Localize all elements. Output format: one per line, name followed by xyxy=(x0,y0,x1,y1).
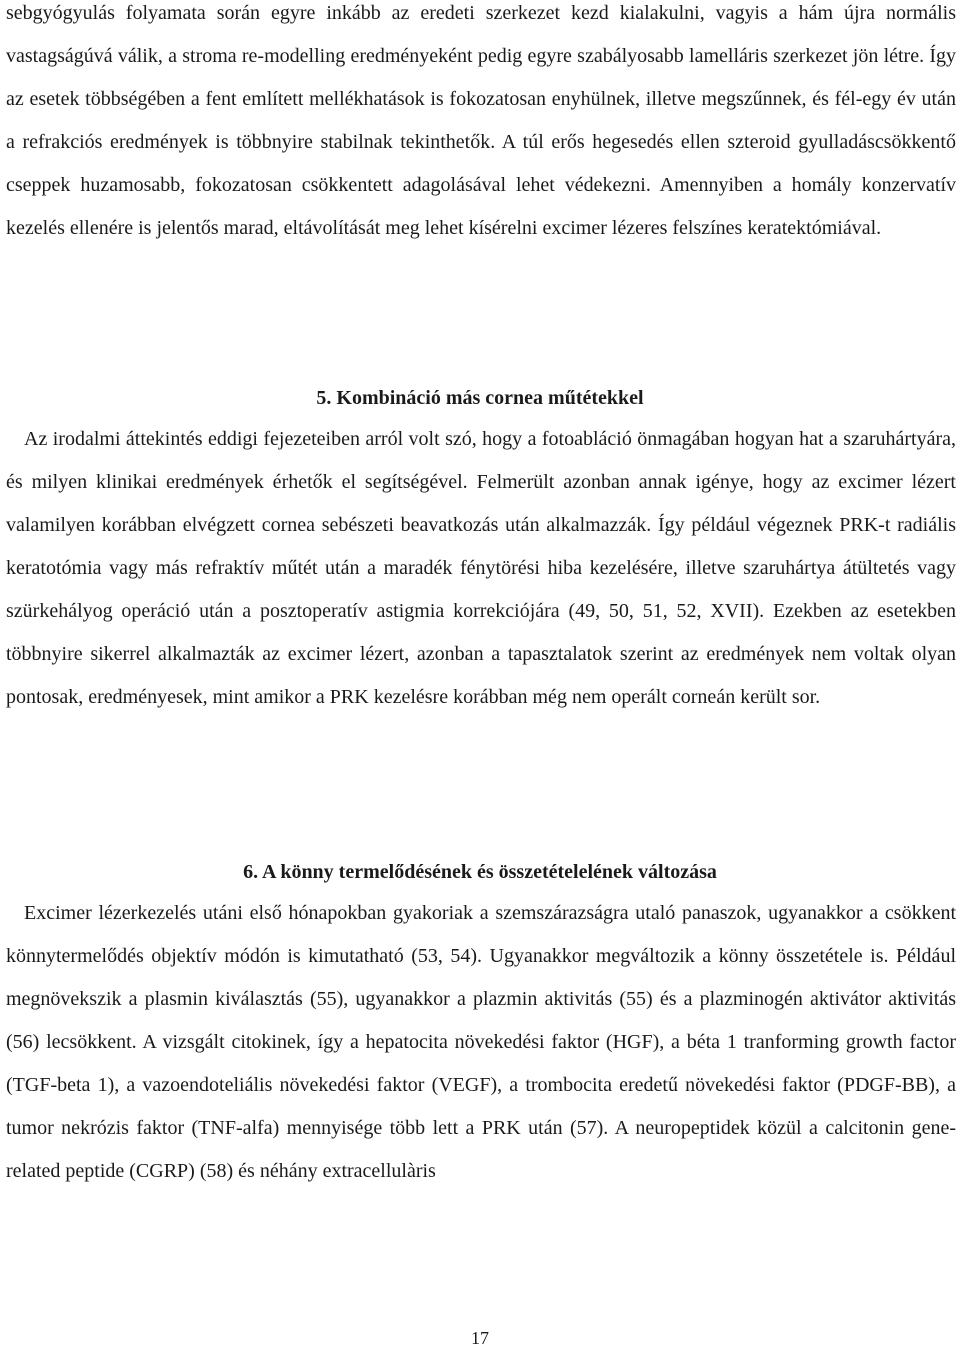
paragraph-wound-healing: sebgyógyulás folyamata során egyre inkább az eredeti szerkezet kezd kialakulni, vagyis a hám újra normális vastagságúvá válik, a stroma re-modelling eredményeként pedig egyre szabályosabb lamelláris szerkezet jön létre. Így az esetek többségében a fent említett mellékhatások is fokozatosan enyhülnek, illetve megszűnnek, és fél-egy év után a refrakciós eredmények is többnyire stabilnak tekinthetők. A túl erős hegesedés ellen szteroid gyulladáscsökkentő cseppek huzamosabb, fokozatosan csökkentett adagolásával lehet védekezni. Amennyiben a homály konzervatív kezelés ellenére is jelentős marad, eltávolítását meg lehet kísérelni excimer lézeres felszínes keratektómiával. xyxy=(6,2,956,239)
section-heading-6: 6. A könny termelődésének és összetételelének változása xyxy=(243,861,717,883)
paragraph-tear-film: Excimer lézerkezelés utáni első hónapokban gyakoriak a szemszárazságra utaló panaszok, ugyanakkor a csökkent könnytermelődés objektív módón is kimutatható (53, 54). Ugyanakkor megváltozik a könny összetétele is. Például megnövekszik a plasmin kiválasztás (55), ugyanakkor a plazmin aktivitás (55) és a plazminogén aktivátor aktivitás (56) lecsökkent. A vizsgált citokinek, így a hepatocita növekedési faktor (HGF), a béta 1 tranforming growth factor (TGF-beta 1), a vazoendoteliális növekedési faktor (VEGF), a trombocita eredetű növekedési faktor (PDGF-BB), a tumor nekrózis faktor (TNF-alfa) mennyisége több lett a PRK után (57). A neuropeptidek közül a calcitonin gene-related peptide (CGRP) (58) és néhány extracellulàris xyxy=(6,902,956,1182)
section-heading-5: 5. Kombináció más cornea műtétekkel xyxy=(316,387,644,409)
page-number: 17 xyxy=(471,1328,489,1348)
paragraph-combination: Az irodalmi áttekintés eddigi fejezeteiben arról volt szó, hogy a fotoabláció önmagában hogyan hat a szaruhártyára, és milyen klinikai eredmények érhetők el segítségével. Felmerült azonban annak igénye, hogy az excimer lézert valamilyen korábban elvégzett cornea sebészeti beavatkozás után alkalmazzák. Így például végeznek PRK-t radiális keratotómia vagy más refraktív műtét után a maradék fénytörési hiba kezelésére, illetve szaruhártya átültetés vagy szürkehályog operáció után a posztoperatív astigmia korrekciójára (49, 50, 51, 52, XVII). Ezekben az esetekben többnyire sikerrel alkalmazták az excimer lézert, azonban a tapasztalatok szerint az eredmények nem voltak olyan pontosak, eredményesek, mint amikor a PRK kezelésre korábban még nem operált corneán került sor. xyxy=(6,428,956,708)
